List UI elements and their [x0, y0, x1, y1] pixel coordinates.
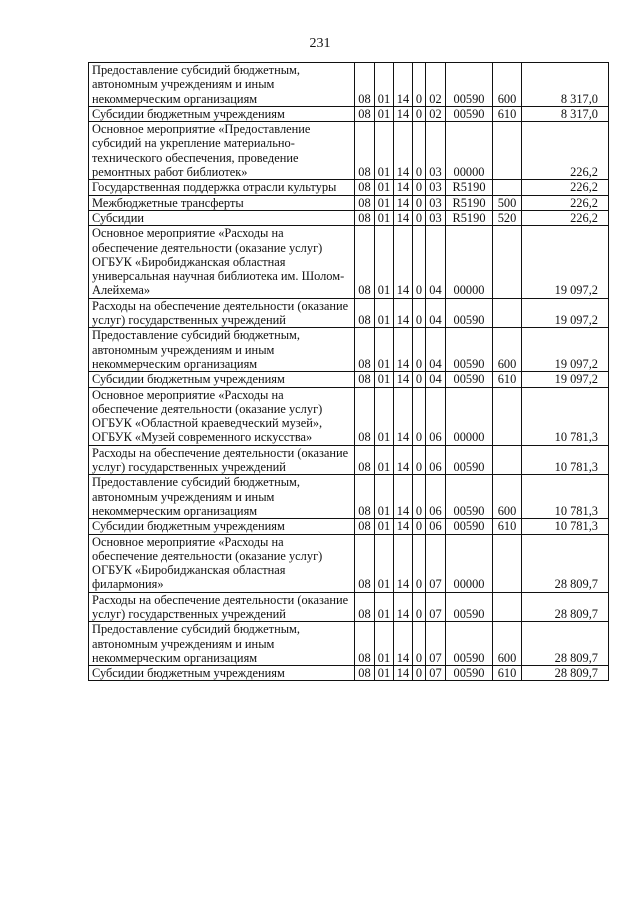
section-code: 08	[355, 210, 375, 225]
program-code: 14	[394, 226, 413, 298]
subprogram-code: 0	[413, 298, 426, 328]
subprogram-code: 0	[413, 372, 426, 387]
budget-table	[88, 62, 609, 681]
expense-type-code	[493, 387, 522, 445]
expense-type-code: 610	[493, 106, 522, 121]
subsection-code: 01	[375, 298, 394, 328]
amount: 226,2	[522, 195, 609, 210]
program-code: 14	[394, 195, 413, 210]
subsection-code: 01	[375, 372, 394, 387]
expense-type-code	[493, 298, 522, 328]
direction-code: 00590	[446, 106, 493, 121]
table-row	[89, 445, 609, 475]
row-name: Основное мероприятие «Расходы на обеспечение деятельности (оказание услуг) ОГБУК «Биробиджанская областная филармония»	[89, 534, 355, 592]
subsection-code: 01	[375, 106, 394, 121]
subsection-code: 01	[375, 622, 394, 666]
subprogram-code: 0	[413, 534, 426, 592]
direction-code: 00000	[446, 534, 493, 592]
program-code: 14	[394, 666, 413, 681]
row-name: Субсидии бюджетным учреждениям	[89, 372, 355, 387]
direction-code: 00590	[446, 298, 493, 328]
amount: 19 097,2	[522, 328, 609, 372]
direction-code: 00590	[446, 592, 493, 622]
program-code: 14	[394, 592, 413, 622]
table-row	[89, 666, 609, 681]
subprogram-code: 0	[413, 106, 426, 121]
table-row	[89, 298, 609, 328]
amount: 28 809,7	[522, 666, 609, 681]
subprogram-code: 0	[413, 592, 426, 622]
program-code: 14	[394, 622, 413, 666]
direction-code: 00590	[446, 372, 493, 387]
subprogram-code: 0	[413, 122, 426, 180]
program-code: 14	[394, 180, 413, 195]
subsection-code: 01	[375, 519, 394, 534]
activity-code: 04	[426, 372, 446, 387]
row-name: Предоставление субсидий бюджетным, автономным учреждениям и иным некоммерческим организациям	[89, 475, 355, 519]
section-code: 08	[355, 475, 375, 519]
program-code: 14	[394, 122, 413, 180]
subprogram-code: 0	[413, 63, 426, 107]
expense-type-code	[493, 180, 522, 195]
subsection-code: 01	[375, 195, 394, 210]
subprogram-code: 0	[413, 180, 426, 195]
expense-type-code: 610	[493, 372, 522, 387]
amount: 19 097,2	[522, 226, 609, 298]
amount: 28 809,7	[522, 592, 609, 622]
row-name: Основное мероприятие «Расходы на обеспечение деятельности (оказание услуг) ОГБУК «Биробиджанская областная универсальная научная библиотека им. Шолом-Алейхема»	[89, 226, 355, 298]
direction-code: R5190	[446, 180, 493, 195]
section-code: 08	[355, 387, 375, 445]
table-row	[89, 592, 609, 622]
row-name: Межбюджетные трансферты	[89, 195, 355, 210]
expense-type-code: 600	[493, 622, 522, 666]
amount: 10 781,3	[522, 387, 609, 445]
activity-code: 02	[426, 106, 446, 121]
direction-code: R5190	[446, 210, 493, 225]
activity-code: 06	[426, 475, 446, 519]
amount: 226,2	[522, 122, 609, 180]
subprogram-code: 0	[413, 210, 426, 225]
expense-type-code	[493, 534, 522, 592]
section-code: 08	[355, 106, 375, 121]
subprogram-code: 0	[413, 622, 426, 666]
table-row	[89, 63, 609, 107]
activity-code: 04	[426, 298, 446, 328]
subsection-code: 01	[375, 122, 394, 180]
table-row	[89, 519, 609, 534]
section-code: 08	[355, 519, 375, 534]
subprogram-code: 0	[413, 328, 426, 372]
expense-type-code: 600	[493, 475, 522, 519]
program-code: 14	[394, 63, 413, 107]
table-row	[89, 226, 609, 298]
amount: 8 317,0	[522, 106, 609, 121]
activity-code: 04	[426, 226, 446, 298]
row-name: Предоставление субсидий бюджетным, автономным учреждениям и иным некоммерческим организациям	[89, 622, 355, 666]
row-name: Расходы на обеспечение деятельности (оказание услуг) государственных учреждений	[89, 445, 355, 475]
section-code: 08	[355, 328, 375, 372]
direction-code: 00590	[446, 519, 493, 534]
section-code: 08	[355, 666, 375, 681]
expense-type-code	[493, 226, 522, 298]
section-code: 08	[355, 226, 375, 298]
program-code: 14	[394, 519, 413, 534]
direction-code: 00000	[446, 226, 493, 298]
amount: 8 317,0	[522, 63, 609, 107]
table-row	[89, 372, 609, 387]
amount: 10 781,3	[522, 519, 609, 534]
table-row	[89, 387, 609, 445]
program-code: 14	[394, 387, 413, 445]
amount: 28 809,7	[522, 622, 609, 666]
subprogram-code: 0	[413, 445, 426, 475]
activity-code: 07	[426, 534, 446, 592]
program-code: 14	[394, 298, 413, 328]
program-code: 14	[394, 534, 413, 592]
section-code: 08	[355, 372, 375, 387]
subsection-code: 01	[375, 210, 394, 225]
activity-code: 03	[426, 195, 446, 210]
row-name: Расходы на обеспечение деятельности (оказание услуг) государственных учреждений	[89, 592, 355, 622]
activity-code: 06	[426, 519, 446, 534]
table-row	[89, 622, 609, 666]
row-name: Расходы на обеспечение деятельности (оказание услуг) государственных учреждений	[89, 298, 355, 328]
program-code: 14	[394, 328, 413, 372]
row-name: Субсидии бюджетным учреждениям	[89, 666, 355, 681]
row-name: Субсидии бюджетным учреждениям	[89, 106, 355, 121]
row-name: Предоставление субсидий бюджетным, автономным учреждениям и иным некоммерческим организациям	[89, 63, 355, 107]
section-code: 08	[355, 445, 375, 475]
expense-type-code	[493, 122, 522, 180]
activity-code: 06	[426, 445, 446, 475]
amount: 10 781,3	[522, 445, 609, 475]
subsection-code: 01	[375, 328, 394, 372]
direction-code: 00590	[446, 328, 493, 372]
subprogram-code: 0	[413, 519, 426, 534]
section-code: 08	[355, 622, 375, 666]
subsection-code: 01	[375, 666, 394, 681]
table-row	[89, 210, 609, 225]
section-code: 08	[355, 298, 375, 328]
direction-code: 00000	[446, 122, 493, 180]
section-code: 08	[355, 63, 375, 107]
row-name: Предоставление субсидий бюджетным, автономным учреждениям и иным некоммерческим организациям	[89, 328, 355, 372]
program-code: 14	[394, 475, 413, 519]
program-code: 14	[394, 106, 413, 121]
table-row	[89, 122, 609, 180]
activity-code: 04	[426, 328, 446, 372]
activity-code: 03	[426, 122, 446, 180]
subsection-code: 01	[375, 445, 394, 475]
row-name: Субсидии	[89, 210, 355, 225]
subsection-code: 01	[375, 226, 394, 298]
amount: 226,2	[522, 180, 609, 195]
subprogram-code: 0	[413, 195, 426, 210]
section-code: 08	[355, 180, 375, 195]
amount: 19 097,2	[522, 372, 609, 387]
row-name: Государственная поддержка отрасли культуры	[89, 180, 355, 195]
expense-type-code: 520	[493, 210, 522, 225]
direction-code: 00590	[446, 475, 493, 519]
direction-code: 00590	[446, 445, 493, 475]
section-code: 08	[355, 592, 375, 622]
expense-type-code: 500	[493, 195, 522, 210]
direction-code: 00590	[446, 63, 493, 107]
table-row	[89, 180, 609, 195]
activity-code: 06	[426, 387, 446, 445]
direction-code: 00000	[446, 387, 493, 445]
expense-type-code: 600	[493, 63, 522, 107]
activity-code: 07	[426, 592, 446, 622]
subsection-code: 01	[375, 592, 394, 622]
table-row	[89, 475, 609, 519]
table-row	[89, 534, 609, 592]
activity-code: 07	[426, 666, 446, 681]
section-code: 08	[355, 195, 375, 210]
subprogram-code: 0	[413, 666, 426, 681]
subprogram-code: 0	[413, 475, 426, 519]
subprogram-code: 0	[413, 387, 426, 445]
direction-code: 00590	[446, 622, 493, 666]
activity-code: 03	[426, 210, 446, 225]
subsection-code: 01	[375, 180, 394, 195]
subsection-code: 01	[375, 475, 394, 519]
amount: 10 781,3	[522, 475, 609, 519]
activity-code: 02	[426, 63, 446, 107]
amount: 28 809,7	[522, 534, 609, 592]
table-row	[89, 195, 609, 210]
expense-type-code	[493, 445, 522, 475]
direction-code: R5190	[446, 195, 493, 210]
expense-type-code: 610	[493, 519, 522, 534]
subprogram-code: 0	[413, 226, 426, 298]
row-name: Субсидии бюджетным учреждениям	[89, 519, 355, 534]
activity-code: 03	[426, 180, 446, 195]
program-code: 14	[394, 372, 413, 387]
section-code: 08	[355, 122, 375, 180]
subsection-code: 01	[375, 534, 394, 592]
activity-code: 07	[426, 622, 446, 666]
subsection-code: 01	[375, 63, 394, 107]
expense-type-code	[493, 592, 522, 622]
row-name: Основное мероприятие «Предоставление субсидий на укрепление материально-технического обеспечения, проведение ремонтных работ библиотек»	[89, 122, 355, 180]
expense-type-code: 610	[493, 666, 522, 681]
direction-code: 00590	[446, 666, 493, 681]
table-row	[89, 328, 609, 372]
page-number: 231	[309, 36, 331, 51]
program-code: 14	[394, 210, 413, 225]
expense-type-code: 600	[493, 328, 522, 372]
amount: 19 097,2	[522, 298, 609, 328]
table-row	[89, 106, 609, 121]
row-name: Основное мероприятие «Расходы на обеспечение деятельности (оказание услуг) ОГБУК «Областной краеведческий музей», ОГБУК «Музей современного искусства»	[89, 387, 355, 445]
program-code: 14	[394, 445, 413, 475]
subsection-code: 01	[375, 387, 394, 445]
section-code: 08	[355, 534, 375, 592]
amount: 226,2	[522, 210, 609, 225]
